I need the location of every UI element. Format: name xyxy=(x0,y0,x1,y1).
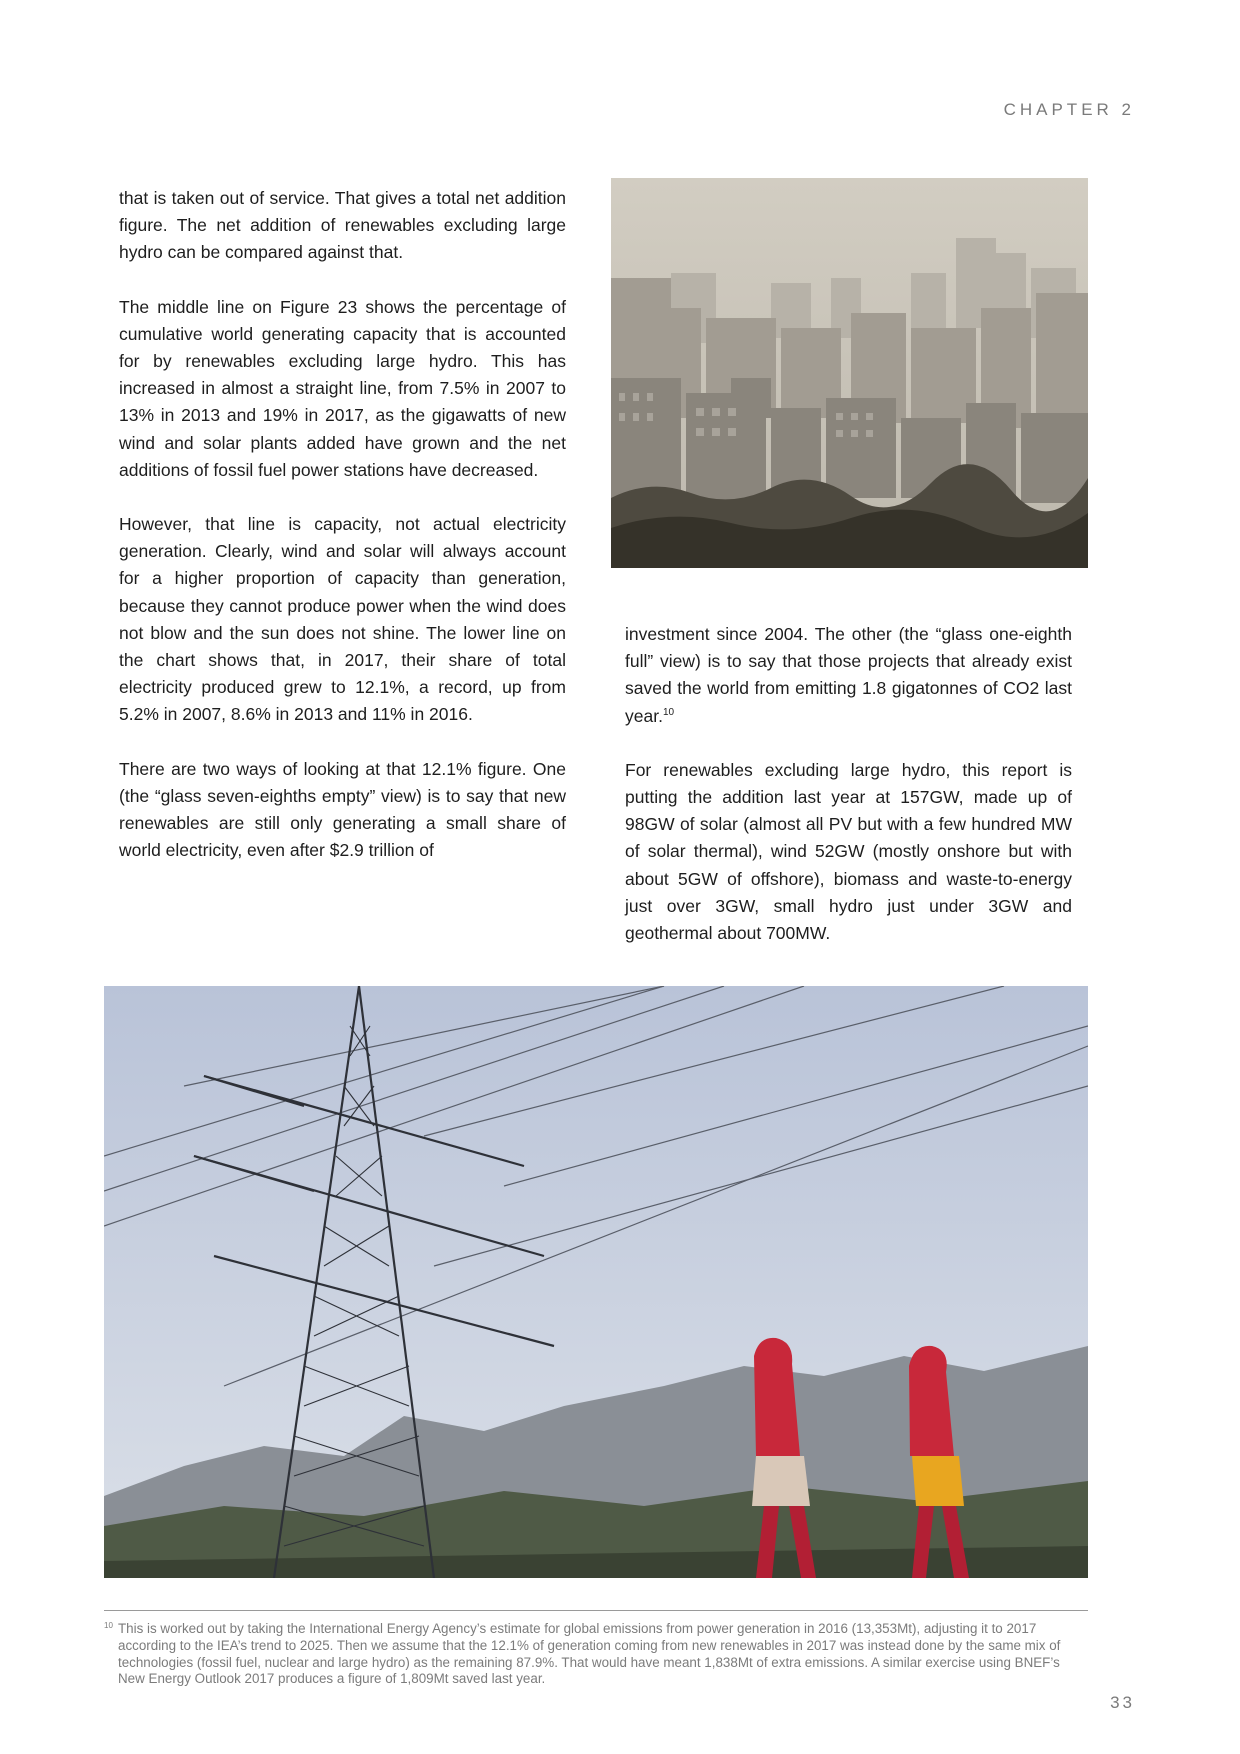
footnote-divider xyxy=(104,1610,1088,1611)
footnote-reference[interactable]: 10 xyxy=(662,706,675,718)
hazy-city-photo xyxy=(611,178,1088,568)
paragraph: The middle line on Figure 23 shows the percentage of cumulative world generating capacity that is accounted for by renewables excluding large hydro. This has increased in almost a straight line, from 7.5% in 2007 to 13% in 2013 and 19% in 2017, as the gigawatts of new wind and solar plants added have grown and the net additions of fossil fuel power stations have decreased. xyxy=(119,296,566,480)
paragraph xyxy=(625,621,1072,730)
chapter-label: CHAPTER 2 xyxy=(1003,100,1135,119)
paragraph-text: investment since 2004. The other (the “glass one-eighth full” view) is to say that those projects that already exist saved the world from emitting 1.8 gigatonnes of CO2 last year. xyxy=(625,624,1072,726)
footnote-text: This is worked out by taking the International Energy Agency’s estimate for global emissions from power generation in 2016 (13,353Mt), adjusting it to 2017 according to the IEA’s trend to 2025. Then we assume that the 12.1% of generation coming from new renewables in 2017 was instead done by the same mix of technologies (fossil fuel, nuclear and large hydro) as the remaining 87.9%. That would have meant 1,838Mt of extra emissions. A similar exercise using BNEF’s New Energy Outlook 2017 produces a figure of 1,809Mt saved last year. xyxy=(118,1621,1061,1687)
left-text-column xyxy=(119,185,566,891)
pylon-illustration xyxy=(104,986,1088,1578)
hazy-city-illustration xyxy=(611,178,1088,568)
page-number: 33 xyxy=(1110,1693,1135,1712)
footnote-number: 10 xyxy=(104,1621,113,1630)
paragraph: that is taken out of service. That gives a total net addition figure. The net addition of renewables excluding large hydro can be compared against that. xyxy=(119,188,566,263)
paragraph: For renewables excluding large hydro, this report is putting the addition last year at 157GW, made up of 98GW of solar (almost all PV but with a few hundred MW of solar thermal), wind 52GW (mostly onshore but with about 5GW of offshore), biomass and waste-to-energy just over 3GW, small hydro just under 3GW and geothermal about 700MW. xyxy=(625,759,1072,944)
right-text-column xyxy=(625,621,1072,974)
footnote xyxy=(104,1621,1088,1688)
paragraph: There are two ways of looking at that 12.1% figure. One (the “glass seven-eighths empty” view) is to say that new renewables are still only generating a small share of world electricity, even after $2.9 trillion of xyxy=(119,758,566,861)
pylon-photo xyxy=(104,986,1088,1578)
paragraph: However, that line is capacity, not actual electricity generation. Clearly, wind and solar will always account for a higher proportion of capacity than generation, because they cannot produce power when the wind does not blow and the sun does not shine. The lower line on the chart shows that, in 2017, their share of total electricity produced grew to 12.1%, a record, up from 5.2% in 2007, 8.6% in 2013 and 11% in 2016. xyxy=(119,514,566,725)
